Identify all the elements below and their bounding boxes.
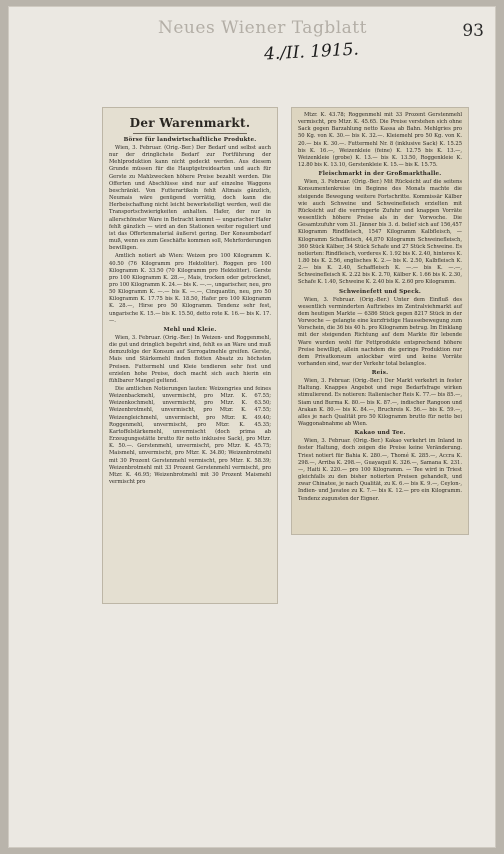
body-paragraph: Wien, 3. Februar. (Orig.-Ber.) Der Markt verkehrt in fester Haltung. Knappes Angebot und rege Bedarfsfrage wirken stimulierend. Es notieren: Italienischer Reis K. 77.— bis 85.—, Siam und Burma K. 80.— bis K. 87.—, indischer Rangoon und Arakan K. 80.— bis K. 84.—, Bruchreis K. 56.— bis K. 59.—, alles je nach Qualität pro 50 Kilogramm brutto für netto bei Waggonabnahme ab Wien. [298,378,462,428]
body-paragraph: Mtzr. K. 43.78; Roggenmehl mit 33 Prozent Gerstenmehl vermischt, pro Mtzr. K. 45.65. Die Preise verstehen sich ohne Sack gegen Barzahlung netto Kassa ab Bahn. Mehlgries pro 50 Kg. von K. 30.— bis K. 32.—. Kleiemehl pro 50 Kg. von K. 20.— bis K. 30.—. Futtermehl Nr. 8 (inklusive Sack) K. 15.25 bis K. 16.—, Weizenkleie (feine) K. 12.75 bis K. 13.—, Weizenkleie (grobe) K. 13.— bis K. 13.50, Roggenkleie K. 12.80 bis K. 13.10, Gerstenkleie K. 15.— bis K. 15.75. [298,112,462,169]
right-clipping [291,107,469,535]
section-heading: Kakao und Tee. [354,430,406,437]
body-paragraph: Wien, 3. Februar. (Orig.-Ber.) Der Bedarf und selbst auch nur der dringlichste Bedarf zur Fortführung der Mehlproduktion kann nicht gedeckt werden. Aus diesem Grunde müssen für die Hauptgetreidearten und auch für Gerste zu Mahlzwecken höhere Preise bezahlt werden. Die Offerten und Abschlüsse sind nur auf einzelne Waggons beschränkt. Von Futterartikeln fehlt Altmais gänzlich, Neumais wäre genügend vorrätig, doch kann die Herbeischaffung nicht leicht bewerkstelligt werden, weil die Transportschwierigkeiten anhalten. Hafer, der nur in allerschönster Ware in Betracht kommt — ungarischer Hafer fehlt gänzlich — wird an den Stationen weiter reguliert und ist das Offertenmaterial äußerst gering. Der Konsumbedarf muß, wenn es zum Geschäfte kommen soll, Mehrforderungen bewilligen. [109,145,271,252]
section-heading: Mehl und Kleie. [163,326,217,333]
body-paragraph: Wien, 3. Februar. (Orig.-Ber.) Unter dem Einfluß des wesentlich verminderten Auftriebes im Zentralviehmarkt auf dem heutigen Markte — 6386 Stück gegen 8217 Stück in der Vorwoche — gelangte eine kurzfristige Haussebewegung zum Vorschein, die 36 bis 40 h. pro Kilogramm betrug. Im Einklang mit der steigenden Richtung auf dem Markte für lebende Ware wurden wohl für Fettprodukte entsprechend höhere Preise bewilligt, allein nachdem die geringe Produktion nur dem Privatkonsum anlockbar wird und keine Vorräte vorhanden sind, war der Verkehr total belanglos. [298,296,462,367]
archive-sheet [8,6,496,848]
body-paragraph: Amtlich notiert ab Wien: Weizen pro 100 Kilogramm K. 40.50 (76 Kilogramm pro Hektoliter). Roggen pro 100 Kilogramm K. 33.50 (70 Kilogramm pro Hektoliter). Gerste pro 100 Kilogramm K. 28.—, Mais, trocken oder getrocknet, pro 100 Kilogramm K. 24.— bis K. —.—, ungarischer, neu, pro 50 Kilogramm K. —.— bis K. —.—, Cinquantin, neu, pro 50 Kilogramm K. 17.75 bis K. 18.50, Hafer pro 100 Kilogramm K. 28.—, Hirse pro 50 Kilogramm. Tendenz sehr fest, ungarische K. 15.— bis K. 15.50, detto rote K. 16.— bis K. 17.—. [109,253,271,324]
body-paragraph: Wien, 3. Februar. (Orig.-Ber.) Kakao verkehrt im Inland in fester Haltung, doch zeigen die Preise keine Veränderung. Triest notiert für Bahia K. 280.—, Thomé K. 285.—, Accra K. 298.—, Arriba K. 298.—, Guayaquil K. 326.—, Samana K. 231.—, Haiti K. 220.— pro 100 Kilogramm. — Tee wird in Triest gleichfalls zu den bisher notierten Preisen gehandelt, und zwar Chinatee, je nach Qualität, zu K. 6.— bis K. 9.—, Ceylon-, Indien- und Javatee zu K. 7.— bis K. 12.— pro ein Kilogramm. Tendenz zugunsten der Eigner. [298,438,462,502]
section-heading: Börse für landwirtschaftliche Produkte. [123,137,257,143]
article-title: Der Warenmarkt. [129,116,251,130]
body-paragraph: Wien, 3. Februar. (Orig.-Ber.) In Weizen- und Roggenmehl, die gut und dringlich begehrt sind, fehlt es an Ware und muß demzufolge der Konsum auf Surrogatmehle greifen. Gerste, Mais und Stärkemehl finden flotten Absatz zu höchsten Preisen. Futtermehl und Kleie tendieren sehr fest und erzielen hohe Preise, doch macht sich auch hierin ein fühlbarer Mangel geltend. [109,334,271,384]
left-clipping [102,107,278,604]
section-heading: Schweinefett und Speck. [338,288,422,295]
body-paragraph: Wien, 3. Februar. (Orig.-Ber.) Mit Rücksicht auf die seitens Konsumentenkreise im Beginne des Monats machte die steigende Bewegung weitere Fortschritte. Kommissär Kälber wie auch Schweine und Schweinefleisch erzielten mit Rücksicht auf die verringerte Zufuhr und knappen Vorräte wesentlich höhere Preise als in der Vorwoche. Die Gesamtzufuhr vom 31. Jänner bis 3. d. belief sich auf 156,457 Kilogramm Rindfleisch, 1547 Kilogramm Kalbfleisch, — Kilogramm Schaffleisch, 44,870 Kilogramm Schweinefleisch, 360 Stück Kälber, 34 Stück Schafe und 27 Stück Schweine. Es notierten: Rindfleisch, vorderes K. 1.92 bis K. 2.40, hinteres K. 1.80 bis K. 2.56, englisches K. 2.— bis K. 2.50, Kalbfleisch K. 2.— bis K. 2.40, Schaffleisch K. —.— bis K. —.—, Schweinefleisch K. 2.22 bis K. 2.70, Kälber K. 1.66 bis K. 2.30, Schafe K. 1.40, Schweine K. 2.40 bis K. 2.60 pro Kilogramm. [298,179,462,286]
section-heading: Reis. [371,370,389,377]
body-paragraph: Die amtlichen Notierungen lauten: Weizengries und feines Weizenbackmehl, unvermischt, pro Mtzr. K. 67.55; Weizenkochmehl, unvermischt, pro Mtzr. K. 63.50; Weizenbrotmehl, unvermischt, pro Mtzr. K. 47.55; Weizengleichmehl, unvermischt, pro Mtzr. K. 49.40; Roggenmehl, unvermischt, pro Mtzr. K. 45.35; Kartoffelstärkemehl, unvermischt (doch prima ab Erzeugungsstätte brutto für netto inklusive Sack), pro Mtzr. K. 50.—. Gerstenmehl, unvermischt, pro Mtzr. K. 45.75; Maismehl, unvermischt, pro Mtzr. K. 34.80; Weizenbrotmehl mit 30 Prozent Gerstenmehl vermischt, pro Mtzr. K. 58.39; Weizenbrotmehl mit 33 Prozent Gerstenmehl vermischt, pro Mtzr. K. 46.95; Weizenbrotmehl mit 30 Prozent Maismehl vermischt pro [109,386,271,486]
title-rule [133,133,247,134]
page-number: 93 [462,21,484,41]
newspaper-masthead: Neues Wiener Tagblatt [158,18,367,38]
handwritten-date: 4./II. 1915. [263,39,360,65]
right-sections [298,112,462,503]
section-heading: Fleischmarkt in der Großmarkthalle. [318,171,442,178]
left-sections [109,137,271,486]
